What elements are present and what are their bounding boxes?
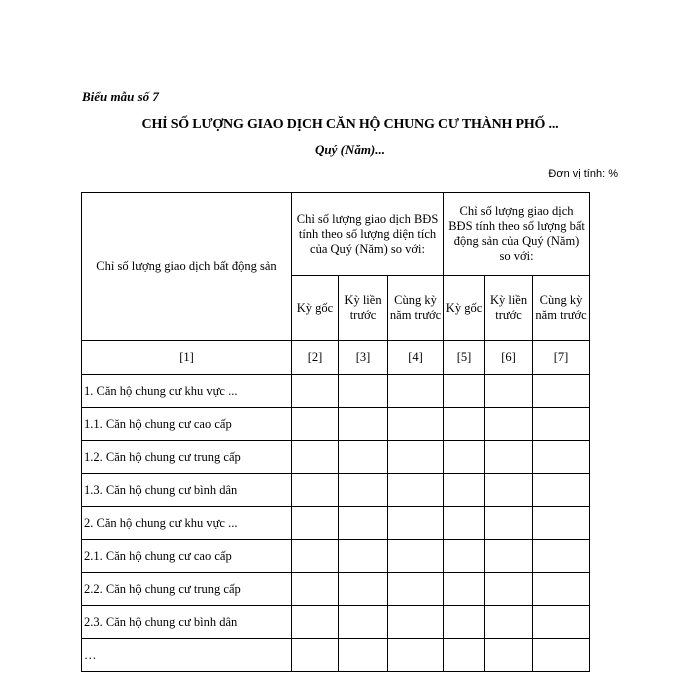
subheader-previous-period-area: Kỳ liền trước: [339, 276, 388, 341]
document-title: CHỈ SỐ LƯỢNG GIAO DỊCH CĂN HỘ CHUNG CƯ THÀNH PHỐ ...: [141, 117, 559, 132]
data-cell: [388, 408, 444, 441]
subheader-same-period-last-year-count: Cùng kỳ năm trước: [533, 276, 590, 341]
data-cell: [388, 507, 444, 540]
table-row: [82, 573, 590, 606]
data-cell: [533, 639, 590, 672]
subheader-base-period-count: Kỳ gốc: [444, 276, 485, 341]
data-cell: [339, 507, 388, 540]
data-cell: [444, 639, 485, 672]
data-cell: [292, 573, 339, 606]
subheader-same-period-last-year-area: Cùng kỳ năm trước: [388, 276, 444, 341]
row-label: 2. Căn hộ chung cư khu vực ...: [82, 507, 292, 540]
header-group-area: Chỉ số lượng giao dịch BĐS tính theo số lượng diện tích của Quý (Năm) so với:: [292, 193, 444, 276]
data-cell: [292, 507, 339, 540]
data-cell: [485, 507, 533, 540]
row-label: 2.3. Căn hộ chung cư bình dân: [82, 606, 292, 639]
data-cell: [292, 540, 339, 573]
table-row: [82, 375, 590, 408]
document-subtitle: Quý (Năm)...: [314, 142, 386, 157]
column-index: [4]: [388, 341, 444, 375]
data-cell: [292, 606, 339, 639]
data-cell: [485, 606, 533, 639]
table-row: [82, 606, 590, 639]
column-index-row: [82, 341, 590, 375]
data-cell: [292, 639, 339, 672]
data-cell: [485, 375, 533, 408]
data-cell: [533, 441, 590, 474]
unit-label: Đơn vị tính: %: [548, 168, 618, 180]
data-cell: [533, 573, 590, 606]
column-index: [2]: [292, 341, 339, 375]
subheader-base-period-area: Kỳ gốc: [292, 276, 339, 341]
data-cell: [339, 375, 388, 408]
row-label: 2.1. Căn hộ chung cư cao cấp: [82, 540, 292, 573]
data-cell: [444, 507, 485, 540]
column-index: [7]: [533, 341, 590, 375]
data-cell: [533, 408, 590, 441]
table-row: [82, 507, 590, 540]
data-cell: [485, 474, 533, 507]
data-cell: [292, 441, 339, 474]
column-index: [3]: [339, 341, 388, 375]
data-cell: [292, 375, 339, 408]
column-index: [1]: [82, 341, 292, 375]
data-cell: [533, 507, 590, 540]
data-cell: [444, 408, 485, 441]
data-cell: [339, 639, 388, 672]
data-cell: [388, 375, 444, 408]
row-label: 1.1. Căn hộ chung cư cao cấp: [82, 408, 292, 441]
data-cell: [444, 441, 485, 474]
data-cell: [388, 573, 444, 606]
data-cell: [388, 441, 444, 474]
data-cell: [388, 540, 444, 573]
table-row: [82, 441, 590, 474]
data-cell: [533, 375, 590, 408]
data-cell: [388, 606, 444, 639]
row-label: 2.2. Căn hộ chung cư trung cấp: [82, 573, 292, 606]
header-transaction-index: Chỉ số lượng giao dịch bất động sản: [82, 193, 292, 341]
data-cell: [444, 606, 485, 639]
data-cell: [533, 540, 590, 573]
data-cell: [339, 540, 388, 573]
data-cell: [339, 408, 388, 441]
table-row: [82, 408, 590, 441]
subheader-previous-period-count: Kỳ liền trước: [485, 276, 533, 341]
data-cell: [292, 408, 339, 441]
data-cell: [533, 474, 590, 507]
column-index: [5]: [444, 341, 485, 375]
header-group-count: Chỉ số lượng giao dịch BĐS tính theo số lượng bất động sản của Quý (Năm) so với:: [444, 193, 590, 276]
table-row: [82, 540, 590, 573]
row-label: 1. Căn hộ chung cư khu vực ...: [82, 375, 292, 408]
data-cell: [485, 408, 533, 441]
data-cell: [485, 639, 533, 672]
data-cell: [292, 474, 339, 507]
data-cell: [444, 474, 485, 507]
data-cell: [444, 540, 485, 573]
data-cell: [444, 375, 485, 408]
data-cell: [339, 474, 388, 507]
data-cell: [533, 606, 590, 639]
row-label: …: [82, 639, 292, 672]
data-cell: [485, 540, 533, 573]
table-row: [82, 474, 590, 507]
row-label: 1.3. Căn hộ chung cư bình dân: [82, 474, 292, 507]
form-number: Biểu mẫu số 7: [82, 89, 159, 104]
data-cell: [339, 606, 388, 639]
data-cell: [485, 573, 533, 606]
row-label: 1.2. Căn hộ chung cư trung cấp: [82, 441, 292, 474]
data-cell: [444, 573, 485, 606]
data-cell: [339, 573, 388, 606]
data-cell: [485, 441, 533, 474]
data-cell: [339, 441, 388, 474]
statistics-table: [81, 192, 590, 672]
table-row: [82, 639, 590, 672]
data-cell: [388, 474, 444, 507]
data-cell: [388, 639, 444, 672]
column-index: [6]: [485, 341, 533, 375]
